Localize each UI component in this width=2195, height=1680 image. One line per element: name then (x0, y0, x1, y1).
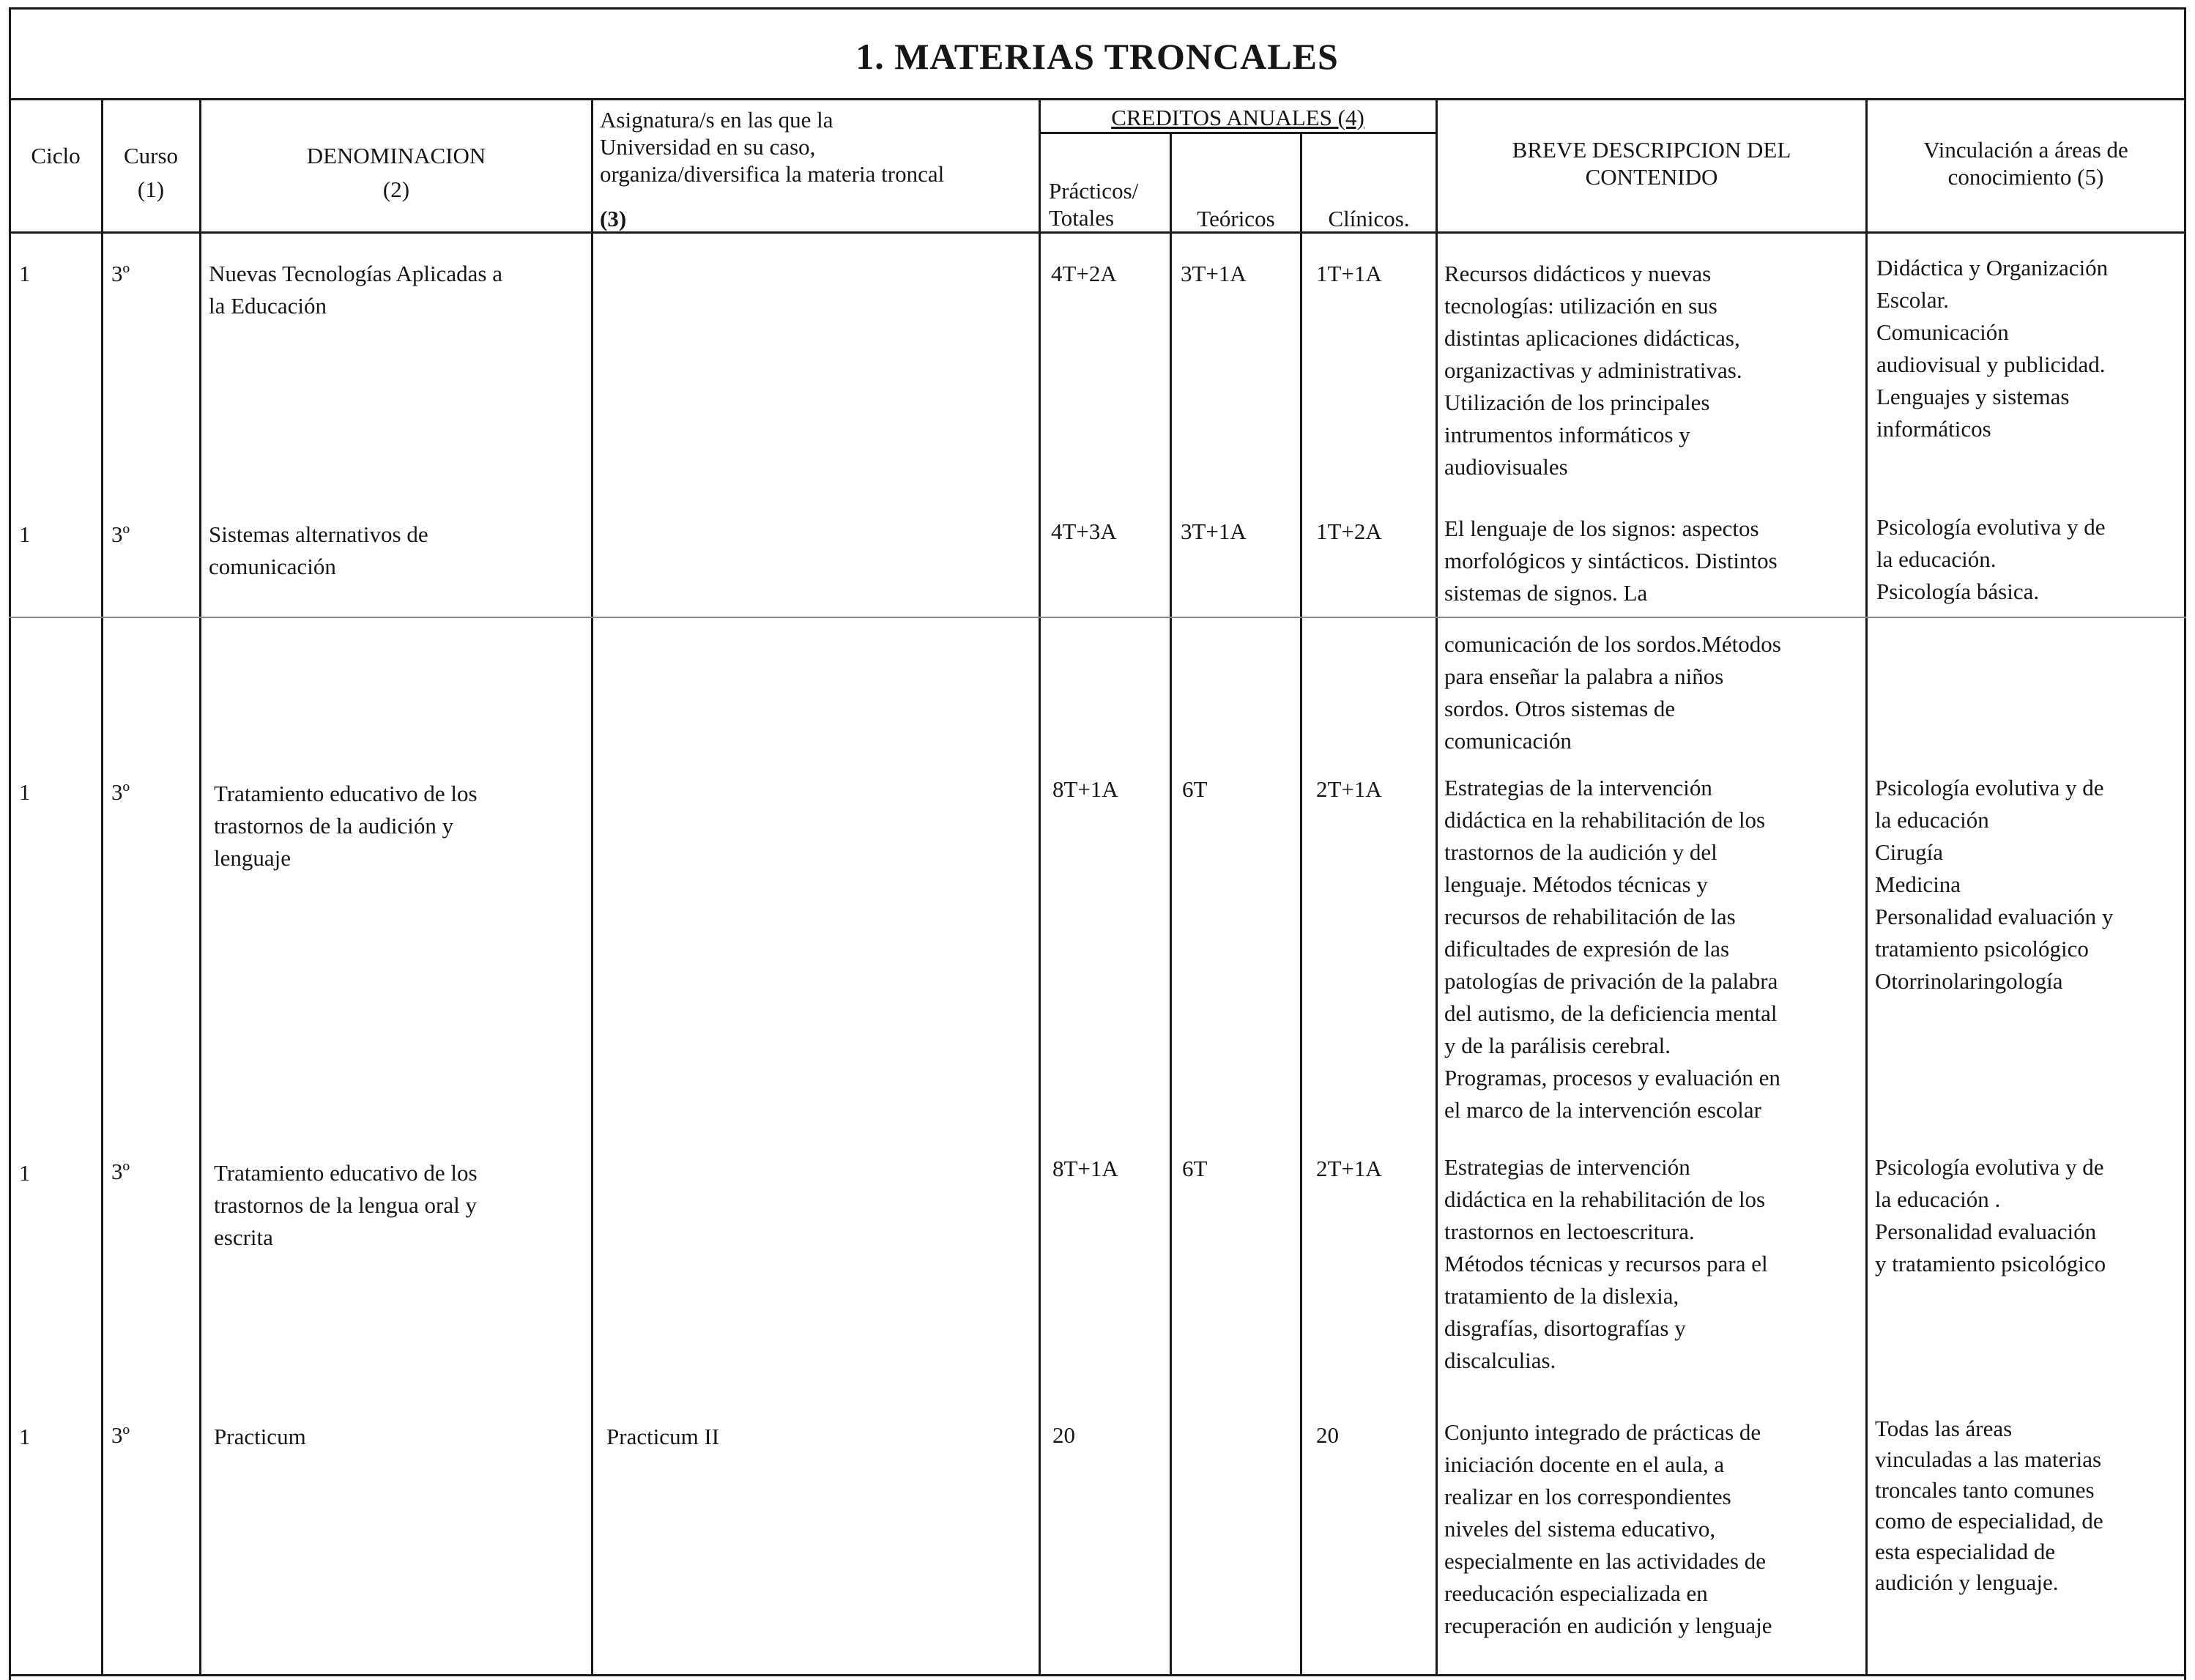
title-bottom-line (9, 98, 2186, 100)
row-5-practicos: 20 (1052, 1422, 1075, 1448)
body-col-sep-teoricos (1300, 234, 1302, 1676)
row-1-denominacion: Nuevas Tecnologías Aplicadas a la Educación (209, 261, 503, 319)
header-bottom-line (9, 231, 2186, 234)
row-5-ciclo: 1 (19, 1424, 31, 1449)
body-col-sep-asignatura (1039, 234, 1041, 1676)
row-4-ciclo: 1 (19, 1160, 31, 1186)
row-4-practicos: 8T+1A (1052, 1156, 1118, 1181)
header-clinicos: Clínicos. (1328, 206, 1410, 231)
row-4-denominacion: Tratamiento educativo de los trastornos de la lengua oral y escrita (214, 1160, 478, 1250)
row-5-vinculacion: Todas las áreas vinculadas a las materias troncales tanto comunes como de especialidad, de esta especialidad de audición y lenguaje. (1875, 1416, 2103, 1595)
row-1-curso: 3º (111, 261, 130, 286)
row-2-clinicos: 1T+2A (1316, 519, 1382, 544)
row-1-clinicos: 1T+1A (1316, 261, 1382, 286)
left-border (9, 7, 11, 1680)
header-curso-ref: (1) (137, 176, 165, 202)
header-creditos: CREDITOS ANUALES (4) (1111, 105, 1364, 130)
row-3-descripcion: Estrategias de la intervención didáctica en la rehabilitación de los trastornos de la audición y del lenguaje. Métodos técnicas y recursos de rehabilitación de las dificultades de expresión de las patologías de privación de la palabra del autismo, de la deficiencia mental y de la parálisis cerebral. Programas, procesos y evaluación en el marco de la intervención escolar (1444, 775, 1780, 1123)
header-asignatura: Asignatura/s en las que la Universidad en su caso, organiza/diversifica la materia troncal (600, 107, 945, 187)
row-5-denominacion: Practicum (214, 1424, 306, 1449)
row-2-descripcion: El lenguaje de los signos: aspectos morfológicos y sintácticos. Distintos sistemas de signos. La (1444, 516, 1778, 606)
header-denominacion-ref: (2) (382, 176, 410, 202)
row-2-denominacion: Sistemas alternativos de comunicación (209, 521, 428, 579)
row-3-vinculacion: Psicología evolutiva y de la educación Cirugía Medicina Personalidad evaluación y tratamiento psicológico Otorrinolaringología (1875, 775, 2114, 994)
creditos-underline (1039, 132, 1438, 134)
body-col-sep-ciclo (101, 234, 103, 1676)
row-4-teoricos: 6T (1182, 1156, 1208, 1181)
row-2-descripcion-continued: comunicación de los sordos.Métodos para enseñar la palabra a niños sordos. Otros sistemas de comunicación (1444, 631, 1781, 754)
row-1-vinculacion: Didáctica y Organización Escolar. Comunicación audiovisual y publicidad. Lenguajes y sistemas informáticos (1876, 255, 2109, 442)
row-4-curso: 3º (111, 1159, 130, 1184)
row-3-clinicos: 2T+1A (1316, 776, 1382, 802)
body-col-sep-clinicos (1436, 234, 1438, 1676)
row-4-clinicos: 2T+1A (1316, 1156, 1382, 1181)
row-3-denominacion: Tratamiento educativo de los trastornos de la audición y lenguaje (214, 781, 478, 871)
row-3-curso: 3º (111, 779, 130, 805)
body-col-sep-descripcion (1865, 234, 1868, 1676)
body-col-sep-denominacion (591, 234, 593, 1676)
row-5-clinicos: 20 (1316, 1422, 1339, 1448)
header-asignatura-ref: (3) (600, 206, 627, 231)
header-descripcion: BREVE DESCRIPCION DEL CONTENIDO (1512, 137, 1791, 190)
row-2-ciclo: 1 (19, 521, 31, 547)
header-denominacion: DENOMINACION (306, 143, 486, 168)
row-3-practicos: 8T+1A (1052, 776, 1118, 802)
row-1-teoricos: 3T+1A (1181, 261, 1247, 286)
row-2-curso: 3º (111, 521, 130, 547)
header-teoricos: Teóricos (1197, 206, 1275, 231)
top-border (9, 7, 2186, 10)
header-curso: Curso (123, 143, 179, 168)
header-practicos: Prácticos/ Totales (1049, 178, 1139, 231)
row-2-practicos: 4T+3A (1051, 519, 1117, 544)
body-col-sep-practicos (1170, 234, 1172, 1676)
header-vinculacion: Vinculación a áreas de conocimiento (5) (1923, 137, 2128, 190)
header-ciclo: Ciclo (31, 143, 81, 168)
bottom-border (9, 1674, 2186, 1676)
row-5-descripcion: Conjunto integrado de prácticas de iniciación docente en el aula, a realizar en los correspondientes niveles del sistema educativo, especialmente en las actividades de reeducación especializada en recuperación en audición y lenguaje (1444, 1419, 1772, 1638)
row-4-vinculacion: Psicología evolutiva y de la educación . Personalidad evaluación y tratamiento psicológico (1875, 1154, 2106, 1276)
body-col-sep-curso (199, 234, 201, 1676)
right-border (2184, 7, 2186, 1680)
row-1-ciclo: 1 (19, 261, 31, 286)
row-2-vinculacion: Psicología evolutiva y de la educación. Psicología básica. (1876, 514, 2106, 604)
row-1-practicos: 4T+2A (1051, 261, 1117, 286)
page-join-line (9, 617, 2186, 618)
col-sep-denominacion (591, 98, 593, 234)
row-4-descripcion: Estrategias de intervención didáctica en la rehabilitación de los trastornos en lectoescritura. Métodos técnicas y recursos para el tratamiento de la dislexia, disgrafías, disortografías y discalculias. (1444, 1154, 1768, 1373)
row-5-asignatura: Practicum II (606, 1424, 720, 1449)
page-title: 1. MATERIAS TRONCALES (855, 36, 1339, 77)
row-3-ciclo: 1 (19, 779, 31, 805)
row-1-descripcion: Recursos didácticos y nuevas tecnologías: utilización en sus distintas aplicaciones didácticas, organizactivas y administrativas. Utilización de los principales intrumentos informáticos y audiovisuales (1444, 261, 1742, 480)
row-2-teoricos: 3T+1A (1181, 519, 1247, 544)
row-3-teoricos: 6T (1182, 776, 1208, 802)
row-5-curso: 3º (111, 1422, 130, 1448)
